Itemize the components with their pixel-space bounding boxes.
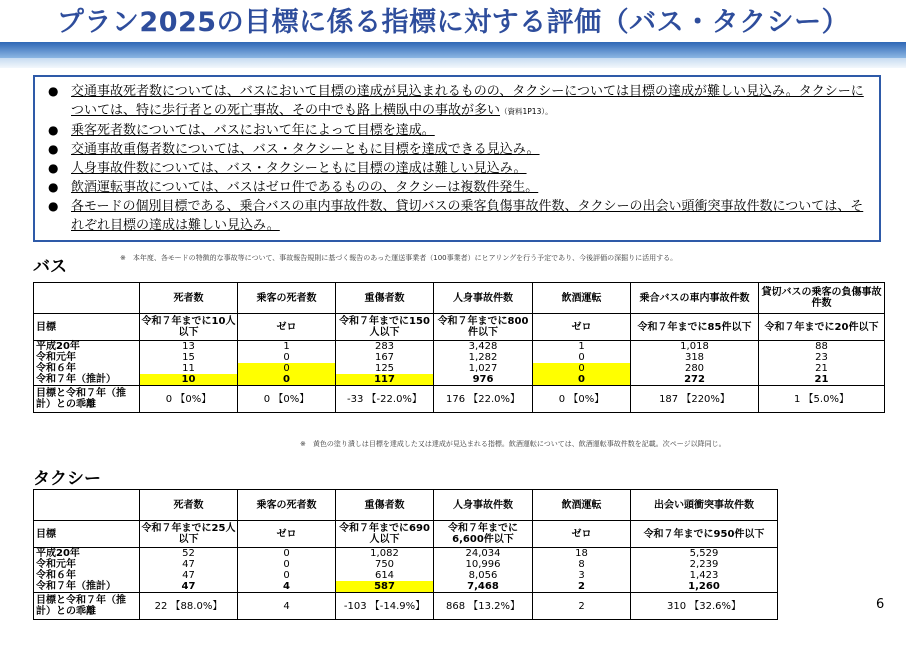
table-cell: 0 xyxy=(533,363,631,374)
table-cell: 750 xyxy=(336,559,434,570)
table-cell: 0 【0%】 xyxy=(533,386,631,413)
table-row xyxy=(34,352,885,363)
table-cell: ゼロ xyxy=(533,521,631,548)
taxi-table xyxy=(33,489,778,620)
table-cell: 18 xyxy=(533,548,631,560)
table-cell: 47 xyxy=(140,581,238,593)
summary-item: ● 交通事故重傷者数については、バス・タクシーともに目標を達成できる見込み。 xyxy=(45,140,869,159)
table-row xyxy=(34,341,885,353)
table-cell: ゼロ xyxy=(238,521,336,548)
table-cell: 8,056 xyxy=(434,570,533,581)
table-cell: 614 xyxy=(336,570,434,581)
table-cell: 13 xyxy=(140,341,238,353)
table-cell: 310 【32.6%】 xyxy=(631,593,778,620)
table-cell: 10 xyxy=(140,374,238,386)
table-goal-row xyxy=(34,521,778,548)
summary-box xyxy=(33,75,881,242)
table-cell: 21 xyxy=(759,363,885,374)
table-cell: 283 xyxy=(336,341,434,353)
table-cell: 令和７年までに950件以下 xyxy=(631,521,778,548)
table-cell: 24,034 xyxy=(434,548,533,560)
table-cell: 3,428 xyxy=(434,341,533,353)
table-cell: 2,239 xyxy=(631,559,778,570)
row-label: 令和７年（推計） xyxy=(34,374,140,386)
table-cell: 飲酒運転 xyxy=(533,490,631,521)
table-cell: 587 xyxy=(336,581,434,593)
table-cell: 出会い頭衝突事故件数 xyxy=(631,490,778,521)
table-cell: ゼロ xyxy=(533,314,631,341)
table-cell: 22 【88.0%】 xyxy=(140,593,238,620)
table-cell: 318 xyxy=(631,352,759,363)
table-cell: 0 xyxy=(238,570,336,581)
row-label xyxy=(34,490,140,521)
table-cell: 令和７年までに800件以下 xyxy=(434,314,533,341)
table-cell: 0 xyxy=(533,352,631,363)
table-cell: 令和７年までに150人以下 xyxy=(336,314,434,341)
table-cell: 280 xyxy=(631,363,759,374)
table-cell: 0 【0%】 xyxy=(140,386,238,413)
table-cell: 死者数 xyxy=(140,283,238,314)
table-cell: 0 xyxy=(238,363,336,374)
table-cell: 4 xyxy=(238,581,336,593)
table-cell: 0 xyxy=(533,374,631,386)
table-cell: 10,996 xyxy=(434,559,533,570)
reference-note: （資料1P13）。 xyxy=(500,107,553,116)
table-cell: 868 【13.2%】 xyxy=(434,593,533,620)
table-cell: 令和７年までに690人以下 xyxy=(336,521,434,548)
table-cell: 死者数 xyxy=(140,490,238,521)
row-label: 目標と令和７年（推計）との乖離 xyxy=(34,593,140,620)
table-cell: 2 xyxy=(533,581,631,593)
table-cell: 117 xyxy=(336,374,434,386)
table-cell: 人身事故件数 xyxy=(434,490,533,521)
table-cell: 7,468 xyxy=(434,581,533,593)
table-cell: 令和７年までに6,600件以下 xyxy=(434,521,533,548)
title-band-light xyxy=(0,58,906,68)
table-cell: 人身事故件数 xyxy=(434,283,533,314)
table-cell: 0 xyxy=(238,374,336,386)
table-cell: 貸切バスの乗客の負傷事故件数 xyxy=(759,283,885,314)
table-cell: 乗客の死者数 xyxy=(238,490,336,521)
table-cell: -103 【-14.9%】 xyxy=(336,593,434,620)
summary-item: ● 各モードの個別目標である、乗合バスの車内事故件数、貸切バスの乗客負傷事故件数、タクシーの出会い頭衝突事故件数については、それぞれ目標の達成は難しい見込み。 xyxy=(45,197,869,235)
taxi-heading: タクシー xyxy=(33,469,101,489)
row-label: 令和元年 xyxy=(34,352,140,363)
table-cell: 令和７年までに25人以下 xyxy=(140,521,238,548)
row-label: 目標 xyxy=(34,521,140,548)
table-cell: 21 xyxy=(759,374,885,386)
table-goal-row xyxy=(34,314,885,341)
summary-item: ● 飲酒運転事故については、バスはゼロ件であるものの、タクシーは複数件発生。 xyxy=(45,178,869,197)
table-cell: 重傷者数 xyxy=(336,490,434,521)
bus-table xyxy=(33,282,885,413)
table-cell: 1,423 xyxy=(631,570,778,581)
row-label: 平成20年 xyxy=(34,548,140,560)
table-cell: 1,018 xyxy=(631,341,759,353)
row-label: 目標 xyxy=(34,314,140,341)
table-cell: 令和７年までに85件以下 xyxy=(631,314,759,341)
table-cell: -33 【-22.0%】 xyxy=(336,386,434,413)
table-row xyxy=(34,570,778,581)
summary-item: ● 交通事故死者数については、バスにおいて目標の達成が見込まれるものの、タクシーについては目標の達成が難しい見込み。タクシーについては、特に歩行者との死亡事故、その中でも路上横臥中の事故が多い（資料1P13）。 xyxy=(45,82,869,121)
table-row xyxy=(34,581,778,593)
page-title: プラン2025の目標に係る指標に対する評価（バス・タクシー） xyxy=(56,7,850,38)
table-cell: 167 xyxy=(336,352,434,363)
table-cell: 47 xyxy=(140,559,238,570)
table-header-row xyxy=(34,283,885,314)
summary-item: ● 人身事故件数については、バス・タクシーともに目標の達成は難しい見込み。 xyxy=(45,159,869,178)
bus-note: ※ 本年度、各モードの特徴的な事故等について、事故報告規則に基づく報告のあった運送事業者（100事業者）にヒアリングを行う予定であり、今後評価の深掘りに活用する。 xyxy=(120,254,678,262)
table-cell: 1 【5.0%】 xyxy=(759,386,885,413)
table-cell: 令和７年までに20件以下 xyxy=(759,314,885,341)
table-cell: 1,260 xyxy=(631,581,778,593)
page-number: 6 xyxy=(876,597,885,612)
table-cell: 1 xyxy=(238,341,336,353)
row-label: 令和元年 xyxy=(34,559,140,570)
table-cell: ゼロ xyxy=(238,314,336,341)
row-label: 目標と令和７年（推計）との乖離 xyxy=(34,386,140,413)
table-cell: 23 xyxy=(759,352,885,363)
table-cell: 1 xyxy=(533,341,631,353)
table-header-row xyxy=(34,490,778,521)
table-cell: 乗合バスの車内事故件数 xyxy=(631,283,759,314)
table-cell: 11 xyxy=(140,363,238,374)
table-cell: 0 xyxy=(238,559,336,570)
table-cell: 令和７年までに10人以下 xyxy=(140,314,238,341)
table-cell: 272 xyxy=(631,374,759,386)
table-cell: 4 xyxy=(238,593,336,620)
table-gap-row xyxy=(34,593,778,620)
table-cell: 15 xyxy=(140,352,238,363)
table-cell: 1,027 xyxy=(434,363,533,374)
table-cell: 125 xyxy=(336,363,434,374)
table-cell: 976 xyxy=(434,374,533,386)
row-label: 令和６年 xyxy=(34,363,140,374)
title-band xyxy=(0,42,906,58)
table-cell: 176 【22.0%】 xyxy=(434,386,533,413)
table-cell: 0 xyxy=(238,352,336,363)
table-cell: 1,082 xyxy=(336,548,434,560)
table-cell: 重傷者数 xyxy=(336,283,434,314)
table-row xyxy=(34,363,885,374)
table-cell: 52 xyxy=(140,548,238,560)
summary-item: ● 乗客死者数については、バスにおいて年によって目標を達成。 xyxy=(45,121,869,140)
table-cell: 8 xyxy=(533,559,631,570)
table-cell: 1,282 xyxy=(434,352,533,363)
table-cell: 3 xyxy=(533,570,631,581)
table-cell: 5,529 xyxy=(631,548,778,560)
row-label: 平成20年 xyxy=(34,341,140,353)
row-label: 令和６年 xyxy=(34,570,140,581)
row-label: 令和７年（推計） xyxy=(34,581,140,593)
table-cell: 88 xyxy=(759,341,885,353)
row-label xyxy=(34,283,140,314)
bus-footnote: ※ 黄色の塗り潰しは目標を達成した又は達成が見込まれる指標。飲酒運転については、飲酒運転事故件数を記載。次ページ以降同じ。 xyxy=(300,440,726,448)
table-cell: 乗客の死者数 xyxy=(238,283,336,314)
table-cell: 飲酒運転 xyxy=(533,283,631,314)
table-cell: 47 xyxy=(140,570,238,581)
bus-heading: バス xyxy=(33,257,67,277)
table-cell: 0 【0%】 xyxy=(238,386,336,413)
table-cell: 2 xyxy=(533,593,631,620)
table-cell: 0 xyxy=(238,548,336,560)
table-row xyxy=(34,559,778,570)
table-cell: 187 【220%】 xyxy=(631,386,759,413)
table-gap-row xyxy=(34,386,885,413)
table-row xyxy=(34,374,885,386)
table-row xyxy=(34,548,778,560)
